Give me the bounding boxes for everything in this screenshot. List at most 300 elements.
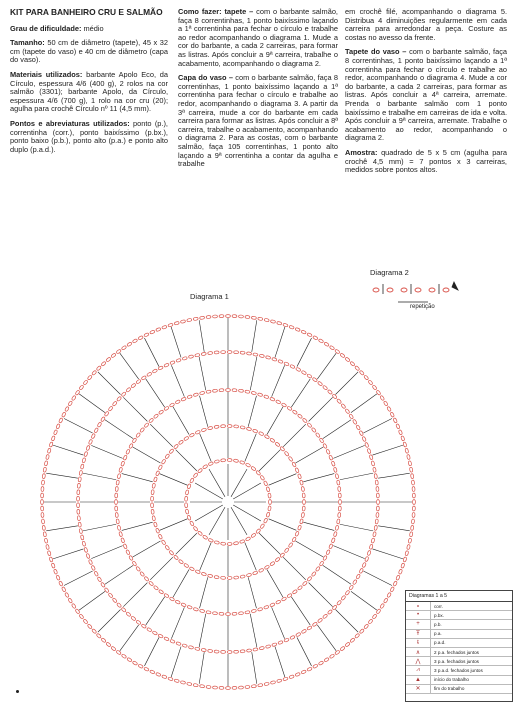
chain-stitch <box>97 577 102 583</box>
legend-symbol-icon: ∘ <box>406 602 431 610</box>
chain-stitch <box>193 473 198 478</box>
chain-stitch <box>263 518 268 524</box>
chain-stitch <box>214 650 219 653</box>
chain-stitch <box>376 390 381 396</box>
chain-stitch <box>227 351 232 354</box>
chain-stitch <box>263 481 268 487</box>
chain-stitch <box>185 490 189 495</box>
chain-stitch <box>300 480 304 485</box>
chain-stitch <box>260 475 265 481</box>
chain-stitch <box>332 394 337 399</box>
chain-stitch <box>169 449 174 454</box>
chain-stitch <box>376 487 379 492</box>
chain-stitch <box>290 364 296 369</box>
chain-stitch <box>144 333 150 338</box>
chain-stitch <box>365 442 369 448</box>
chain-stitch <box>307 576 312 581</box>
chain-stitch <box>53 569 57 574</box>
column-1 <box>10 8 168 160</box>
chain-stitch <box>226 613 231 616</box>
chain-stitch <box>302 506 305 511</box>
chain-stitch <box>355 633 360 638</box>
chain-stitch <box>376 506 379 511</box>
chain-stitch <box>398 569 402 574</box>
chain-stitch <box>345 357 350 362</box>
double-crochet-stitch <box>146 379 165 407</box>
chain-stitch <box>336 399 341 404</box>
chain-stitch <box>264 395 269 399</box>
chain-stitch <box>283 677 288 681</box>
chain-stitch <box>148 581 153 586</box>
chain-stitch <box>80 535 84 540</box>
chain-stitch <box>313 664 319 669</box>
chain-stitch <box>335 650 341 655</box>
chain-stitch <box>281 403 287 408</box>
chain-stitch <box>132 661 138 666</box>
chain-stitch <box>374 474 378 479</box>
chain-stitch <box>251 316 256 319</box>
chain-stitch <box>324 657 330 662</box>
chain-stitch <box>264 318 269 322</box>
double-crochet-stitch <box>123 583 147 607</box>
chain-stitch <box>327 609 332 614</box>
legend-row <box>406 648 512 657</box>
chain-stitch <box>258 683 263 687</box>
double-crochet-stitch <box>199 357 206 390</box>
chain-stitch <box>233 541 238 545</box>
chain-stitch <box>368 380 373 385</box>
chain-stitch <box>41 480 44 485</box>
chain-stitch <box>148 418 153 423</box>
chain-stitch <box>408 538 412 543</box>
legend-label: 3 p.a. fechados juntos <box>434 658 479 664</box>
chain-stitch <box>281 597 287 602</box>
chain-stitch <box>153 414 158 419</box>
chain-stitch <box>295 468 300 474</box>
double-crochet-stitch <box>144 338 159 367</box>
double-crochet-stitch <box>150 424 173 447</box>
chain-stitch <box>409 467 413 472</box>
chain-stitch <box>200 391 205 395</box>
chain-stitch <box>174 679 179 683</box>
chain-stitch <box>234 351 239 354</box>
legend-label: p.bx. <box>434 612 444 618</box>
double-crochet-stitch <box>333 546 364 559</box>
chain-stitch <box>288 456 293 462</box>
double-crochet-stitch <box>122 522 153 530</box>
chain-stitch <box>88 559 92 565</box>
chain-stitch <box>369 454 373 459</box>
double-crochet-stitch <box>340 473 373 480</box>
chain-stitch <box>188 645 193 649</box>
chain-stitch <box>270 438 276 443</box>
chain-stitch <box>329 544 333 550</box>
chain-stitch <box>100 416 105 422</box>
chain-stitch <box>393 581 398 587</box>
chain-stitch <box>405 448 409 453</box>
double-crochet-stitch <box>105 565 133 584</box>
chain-stitch <box>278 359 283 363</box>
chain-stitch <box>92 370 97 375</box>
chain-stitch <box>180 681 185 685</box>
chain-stitch <box>56 424 61 430</box>
chain-stitch <box>376 609 381 615</box>
double-crochet-stitch <box>363 571 392 586</box>
chain-stitch <box>208 574 213 578</box>
chain-stitch <box>168 677 173 681</box>
double-crochet-stitch <box>199 652 204 684</box>
chain-stitch <box>115 486 118 491</box>
chain-stitch <box>86 445 90 450</box>
chain-stitch <box>283 323 288 327</box>
chain-stitch <box>232 686 237 689</box>
double-crochet-stitch <box>122 474 153 482</box>
chain-stitch <box>323 555 328 561</box>
chain-stitch <box>277 321 282 325</box>
chain-stitch <box>331 538 335 543</box>
chain-stitch <box>234 576 239 579</box>
chain-stitch <box>77 503 80 508</box>
chain-stitch <box>227 542 232 545</box>
chain-stitch <box>219 686 224 689</box>
chain-stitch <box>318 661 324 666</box>
chain-stitch <box>373 467 377 472</box>
chain-stitch <box>375 519 378 524</box>
chain-stitch <box>115 512 118 517</box>
chain-stitch <box>356 425 361 431</box>
chain-stitch <box>311 571 316 576</box>
chain-stitch <box>302 493 305 498</box>
chain-stitch <box>193 317 198 321</box>
chain-stitch <box>359 430 364 436</box>
chain-stitch <box>141 375 147 380</box>
legend-symbol-icon: ▲ <box>406 676 431 684</box>
chain-stitch <box>412 512 415 517</box>
chain-stitch <box>116 650 122 655</box>
chain-stitch <box>333 467 337 472</box>
chain-stitch <box>65 406 70 412</box>
chain-stitch <box>51 563 55 568</box>
chain-stitch <box>315 566 320 572</box>
chain-stitch <box>104 411 109 417</box>
chain-stitch <box>380 603 385 609</box>
chain-stitch <box>116 349 122 354</box>
double-crochet-stitch <box>272 607 285 638</box>
chain-stitch <box>164 637 170 642</box>
chain-stitch <box>332 605 337 610</box>
chain-stitch <box>162 325 167 329</box>
double-crochet-stitch <box>200 577 208 608</box>
chain-stitch <box>187 605 192 609</box>
chain-stitch <box>208 538 214 543</box>
chain-stitch <box>240 351 245 354</box>
chain-stitch <box>324 342 330 347</box>
chain-stitch <box>121 654 127 659</box>
chain-stitch <box>158 410 164 415</box>
chain-stitch <box>339 500 342 505</box>
chain-stitch <box>234 650 239 653</box>
chain-stitch <box>373 532 377 537</box>
chain-stitch <box>75 390 80 396</box>
double-crochet-stitch <box>83 524 116 531</box>
chain-stitch <box>312 377 318 382</box>
chain-stitch <box>270 397 276 401</box>
chain-stitch <box>47 448 51 453</box>
column-3 <box>345 8 507 181</box>
chain-stitch <box>136 620 142 625</box>
chain-stitch <box>138 335 144 340</box>
chain-stitch <box>362 436 367 442</box>
chain-stitch <box>86 553 90 558</box>
how-to-vase-rug: Tapete do vaso – com o barbante salmão, faça 8 correntinhas, 1 ponto baixíssimo laçando a 1ª correntinha para fechar o círculo e trabalhe ao redor, acompanhando o diagrama 4. Mude a cor do barbante, a cada 2 carreiras, para formar as listras. Após concluir a 4ª carreira, arremate. Prenda o barbante salmão com 1 ponto baixíssimo e trabalhe em carreiras de ida e volta. Após concluir a 9ª carreira, arremate. Trabalhe o acabamento ao redor, acompanhando o diagrama 2. <box>345 47 508 143</box>
chain-stitch <box>269 500 272 505</box>
chain-stitch <box>153 585 158 590</box>
chain-stitch <box>245 463 251 468</box>
double-crochet-stitch <box>275 647 285 677</box>
chain-stitch <box>297 414 302 419</box>
chain-stitch <box>43 532 47 537</box>
chain-stitch <box>61 412 66 418</box>
double-crochet-stitch <box>160 519 188 530</box>
double-crochet-stitch <box>199 614 206 647</box>
chain-stitch <box>158 465 163 471</box>
double-crochet-stitch <box>250 614 257 647</box>
chain-stitch <box>44 538 48 543</box>
double-crochet-stitch <box>291 379 310 407</box>
chain-stitch <box>155 528 159 534</box>
chain-stitch <box>265 645 270 649</box>
chain-stitch <box>253 353 258 357</box>
chain-stitch <box>112 598 117 603</box>
double-crochet-stitch <box>272 365 285 396</box>
chain-stitch <box>151 496 154 501</box>
chain-stitch <box>219 315 224 318</box>
chain-stitch <box>264 682 269 686</box>
double-crochet-stitch <box>351 394 377 413</box>
chain-stitch <box>173 444 178 449</box>
chain-stitch <box>42 525 45 530</box>
chain-stitch <box>187 484 191 489</box>
chain-stitch <box>411 519 414 524</box>
chain-stitch <box>200 684 205 687</box>
chain-stitch <box>264 565 270 570</box>
chain-stitch <box>131 616 136 621</box>
chain-stitch <box>175 600 181 605</box>
chain-stitch <box>327 389 332 394</box>
double-crochet-stitch <box>373 445 403 455</box>
chain-stitch <box>106 357 111 362</box>
chain-stitch <box>188 355 193 359</box>
chain-stitch <box>214 460 219 464</box>
legend-symbol-icon: ŧ <box>406 639 431 647</box>
legend-title: Diagramas 1 a 5 <box>406 591 512 602</box>
chain-stitch <box>189 478 194 484</box>
legend-label: 2 p.a. fechados juntos <box>434 649 479 655</box>
chain-stitch <box>307 625 313 630</box>
chain-stitch <box>412 493 415 498</box>
chain-stitch <box>116 519 120 524</box>
double-crochet-stitch <box>252 320 257 352</box>
double-crochet-stitch <box>296 447 324 463</box>
chain-stitch <box>59 581 64 587</box>
legend-label: início do trabalho <box>434 677 469 683</box>
chain-stitch <box>121 538 125 543</box>
chain-stitch <box>338 512 341 517</box>
double-crochet-stitch <box>323 565 351 584</box>
how-to-rug: Como fazer: tapete – com o barbante salmão, faça 8 correntinhas, 1 ponto baixíssimo laçando a 1ª correntinha para fechar o círculo e trabalhe ao redor acompanhando o diagrama 1. Mude a cor do barbante, a cada 2 carreiras, para formar as listras. Após concluir a 9ª carreira, trabalhe o acabamento, acompanhando o diagrama 2. <box>178 7 338 68</box>
chain-stitch <box>307 667 313 672</box>
legend-row <box>406 676 512 685</box>
chain-stitch <box>246 352 251 355</box>
chain-stitch <box>410 474 413 479</box>
chain-stitch <box>206 390 211 394</box>
chain-stitch <box>290 635 296 640</box>
chain-stitch <box>187 318 192 322</box>
double-crochet-stitch <box>64 418 93 433</box>
double-crochet-stitch <box>120 625 139 651</box>
legend-symbol-icon: • <box>406 611 431 619</box>
chain-stitch <box>152 516 156 521</box>
double-crochet-stitch <box>291 597 310 625</box>
chain-stitch <box>238 389 243 392</box>
chain-stitch <box>289 325 294 329</box>
chain-stitch <box>197 531 202 536</box>
chain-stitch <box>97 422 102 428</box>
chain-stitch <box>162 675 167 679</box>
chain-stitch <box>340 353 346 358</box>
chain-stitch <box>136 379 142 384</box>
chain-stitch <box>387 592 392 598</box>
chain-stitch <box>341 595 346 600</box>
double-crochet-stitch <box>123 397 147 421</box>
double-crochet-stitch <box>171 365 184 396</box>
chain-stitch <box>78 522 81 527</box>
diagram-1-label: Diagrama 1 <box>190 292 229 301</box>
chain-stitch <box>270 603 276 607</box>
chain-stitch <box>79 614 84 620</box>
chain-stitch <box>214 425 219 428</box>
chain-stitch <box>407 454 411 459</box>
double-crochet-stitch <box>378 526 410 531</box>
chain-stitch <box>238 315 243 318</box>
chain-stitch <box>47 551 51 556</box>
legend-row <box>406 657 512 666</box>
chain-stitch <box>111 353 117 358</box>
chain-stitch <box>307 333 313 338</box>
diagram-2-repeat: repetição <box>410 304 435 310</box>
chain-stitch <box>189 567 195 572</box>
chain-stitch <box>92 629 97 634</box>
chain-stitch <box>275 600 281 605</box>
chain-stitch <box>108 406 113 411</box>
double-crochet-stitch <box>283 557 306 580</box>
chain-stitch <box>362 562 367 568</box>
chain-stitch <box>59 418 64 424</box>
chain-stitch <box>313 335 319 340</box>
chain-stitch <box>214 541 219 545</box>
chain-stitch <box>390 412 395 418</box>
chain-stitch <box>136 432 141 438</box>
chain-stitch <box>156 672 161 676</box>
chain-stitch <box>350 638 355 643</box>
chain-stitch <box>164 363 170 368</box>
chain-stitch <box>189 433 195 438</box>
chain-stitch <box>289 675 294 679</box>
chain-stitch <box>111 646 117 651</box>
chain-stitch <box>301 370 307 375</box>
double-crochet-stitch <box>269 519 297 530</box>
chain-stitch <box>197 468 202 473</box>
chain-stitch <box>234 425 239 428</box>
chain-stitch <box>77 496 80 501</box>
chain-stitch <box>246 427 251 431</box>
legend-label: p.a.d. <box>434 640 446 646</box>
chain-stitch <box>175 400 181 405</box>
chain-stitch <box>61 587 66 593</box>
chain-stitch <box>266 487 270 492</box>
chain-stitch <box>405 551 409 556</box>
double-crochet-stitch <box>200 543 211 571</box>
chain-stitch <box>87 624 92 629</box>
chain-stitch <box>138 664 144 669</box>
chain-stitch <box>371 461 375 466</box>
chain-stitch <box>221 459 226 462</box>
chain-stitch <box>221 425 226 428</box>
double-crochet-stitch <box>373 549 403 559</box>
chain-stitch <box>318 339 324 344</box>
chain-stitch <box>352 419 357 425</box>
chain-stitch <box>201 428 206 432</box>
chain-stitch <box>240 426 245 430</box>
chain-stitch <box>371 538 375 543</box>
chain-stitch <box>77 483 80 488</box>
chain-stitch <box>307 374 313 379</box>
double-crochet-stitch <box>200 434 211 462</box>
chain-stitch <box>240 575 245 579</box>
chain-stitch <box>227 577 232 580</box>
chain-stitch <box>152 631 158 636</box>
chain-stitch <box>245 611 250 615</box>
double-crochet-stitch <box>317 353 336 379</box>
chain-stitch <box>208 351 213 354</box>
chain-stitch <box>359 629 364 634</box>
chain-stitch <box>317 618 323 623</box>
chain-stitch <box>214 575 219 578</box>
chain-stitch <box>226 389 231 392</box>
chain-stitch <box>307 422 312 427</box>
double-crochet-stitch <box>171 327 181 357</box>
chain-stitch <box>201 572 206 576</box>
double-crochet-stitch <box>91 445 122 458</box>
chain-stitch <box>165 454 170 460</box>
chain-stitch <box>115 493 118 498</box>
chain-stitch <box>374 525 378 530</box>
chain-stitch <box>301 330 307 335</box>
column-2 <box>178 8 338 175</box>
chain-stitch <box>116 480 120 485</box>
chain-stitch <box>297 525 301 530</box>
chain-stitch <box>369 544 373 549</box>
chain-stitch <box>251 533 257 538</box>
chain-stitch <box>251 684 256 687</box>
chain-stitch <box>94 571 99 577</box>
chain-stitch <box>265 355 270 359</box>
chain-stitch <box>117 474 121 479</box>
double-crochet-stitch <box>133 447 161 463</box>
chain-stitch <box>345 590 350 596</box>
chain-stitch <box>152 369 158 374</box>
legend <box>405 590 513 702</box>
